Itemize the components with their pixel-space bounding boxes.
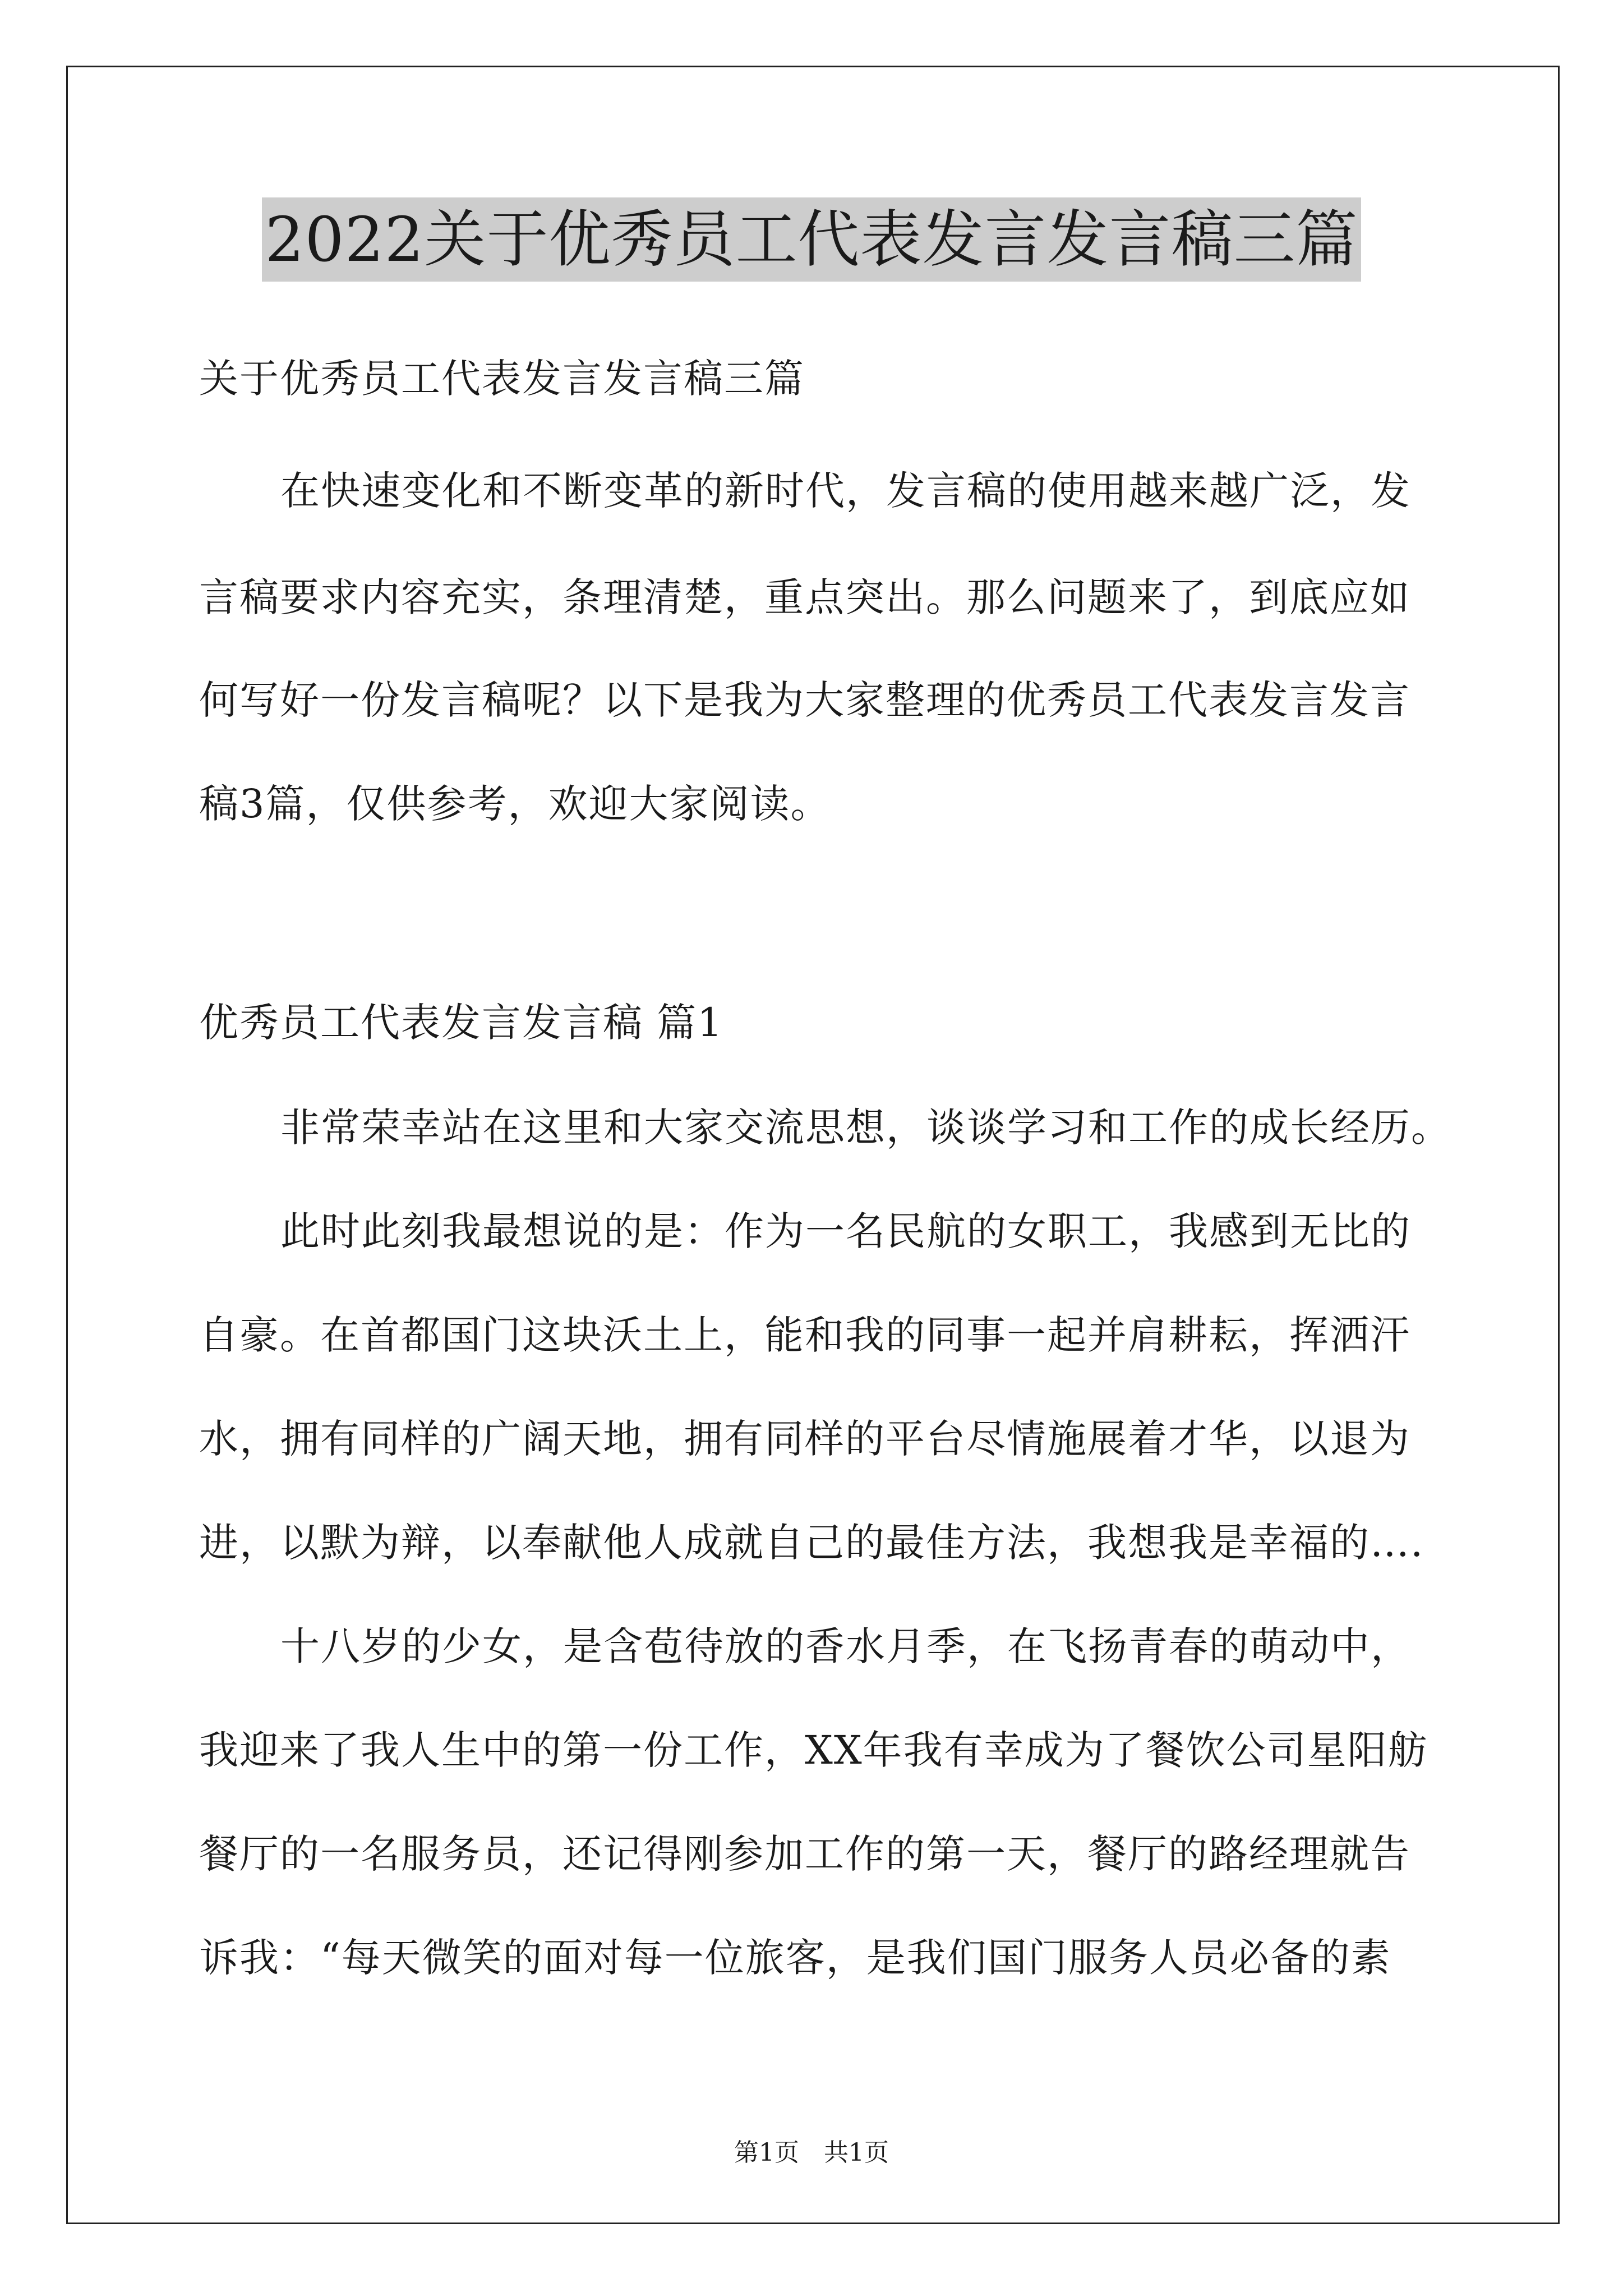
document-title: 2022关于优秀员工代表发言发言稿三篇 xyxy=(262,197,1362,282)
body-line-7: 我迎来了我人生中的第一份工作，XX年我有幸成为了餐饮公司星阳舫 xyxy=(199,1727,1428,1773)
title-container xyxy=(0,197,1623,282)
section-heading: 优秀员工代表发言发言稿 篇1 xyxy=(199,1000,723,1046)
body-line-5: 进，以默为辩，以奉献他人成就自己的最佳方法，我想我是幸福的…. xyxy=(199,1520,1424,1566)
intro-line-4: 稿3篇，仅供参考，欢迎大家阅读。 xyxy=(199,781,831,827)
body-line-9: 诉我：“每天微笑的面对每一位旅客，是我们国门服务人员必备的素 xyxy=(199,1935,1391,1981)
body-line-8: 餐厅的一名服务员，还记得刚参加工作的第一天，餐厅的路经理就告 xyxy=(199,1831,1410,1877)
intro-line-2: 言稿要求内容充实，条理清楚，重点突出。那么问题来了，到底应如 xyxy=(199,574,1410,620)
body-line-3: 自豪。在首都国门这块沃土上，能和我的同事一起并肩耕耘，挥洒汗 xyxy=(199,1312,1410,1358)
body-line-4: 水，拥有同样的广阔天地，拥有同样的平台尽情施展着才华，以退为 xyxy=(199,1416,1410,1462)
intro-line-1: 在快速变化和不断变革的新时代，发言稿的使用越来越广泛，发 xyxy=(280,468,1411,514)
body-line-6: 十八岁的少女，是含苞待放的香水月季，在飞扬青春的萌动中， xyxy=(280,1623,1411,1669)
subtitle-line: 关于优秀员工代表发言发言稿三篇 xyxy=(199,356,805,402)
body-line-2: 此时此刻我最想说的是：作为一名民航的女职工，我感到无比的 xyxy=(280,1208,1411,1254)
page-footer: 第1页 共1页 xyxy=(734,2138,889,2167)
intro-line-3: 何写好一份发言稿呢？以下是我为大家整理的优秀员工代表发言发言 xyxy=(199,677,1410,723)
body-line-1: 非常荣幸站在这里和大家交流思想，谈谈学习和工作的成长经历。 xyxy=(280,1105,1451,1151)
